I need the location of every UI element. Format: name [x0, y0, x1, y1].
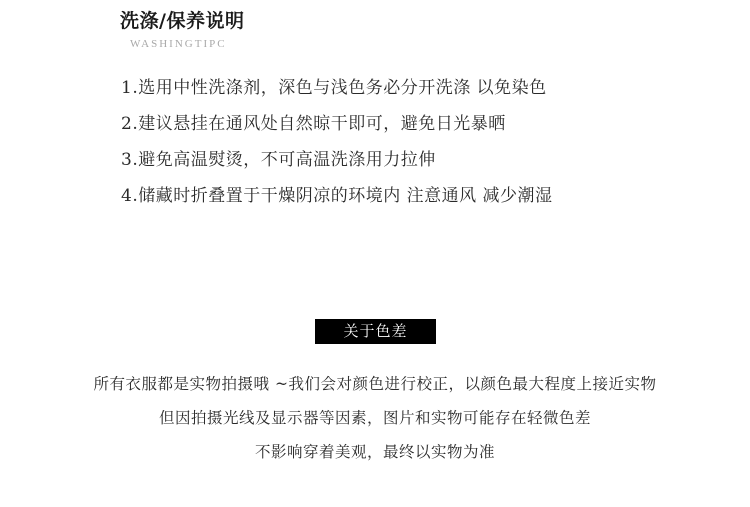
color-difference-line: 所有衣服都是实物拍摄哦 ~我们会对颜色进行校正，以颜色最大程度上接近实物 — [93, 375, 657, 393]
care-instruction-item: 4.储藏时折叠置于干燥阴凉的环境内 注意通风 减少潮湿 — [121, 186, 553, 206]
color-difference-line: 但因拍摄光线及显示器等因素，图片和实物可能存在轻微色差 — [158, 409, 591, 427]
care-instruction-item: 2.建议悬挂在通风处自然晾干即可，避免日光暴晒 — [121, 114, 506, 134]
care-instructions-list — [121, 76, 553, 220]
care-instruction-item: 1.选用中性洗涤剂，深色与浅色务必分开洗涤 以免染色 — [121, 78, 547, 98]
color-difference-line: 不影响穿着美观，最终以实物为准 — [254, 443, 495, 461]
care-instructions-title: 洗涤/保养说明 — [120, 10, 245, 32]
color-difference-notes — [0, 373, 750, 475]
care-instructions-subtitle: WASHINGTIPC — [130, 38, 227, 50]
care-instruction-item: 3.避免高温熨烫，不可高温洗涤用力拉伸 — [121, 150, 436, 170]
color-difference-heading: 关于色差 — [315, 319, 436, 344]
